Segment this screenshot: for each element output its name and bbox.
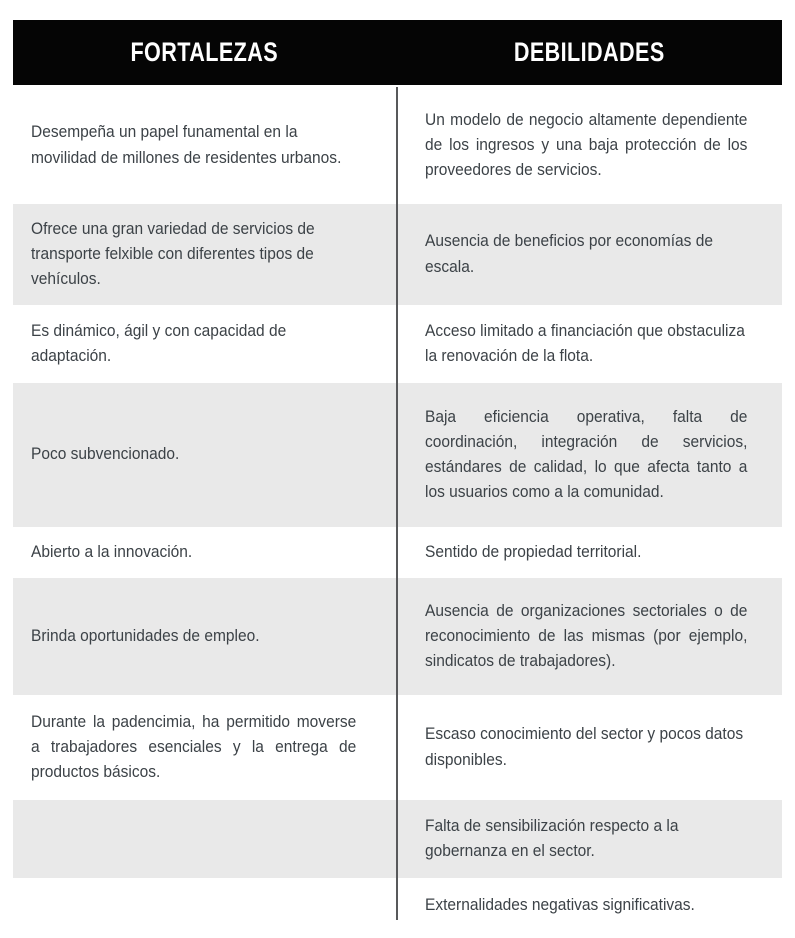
cell-text: Externalidades negativas significativas. <box>425 896 695 915</box>
table-cell-weakness-5 <box>400 527 782 578</box>
cell-text: Ofrece una gran variedad de servicios de transporte felxible con diferentes tipos de vehículos. <box>31 219 315 289</box>
table-cell-strength-2 <box>13 204 393 305</box>
cell-text: Acceso limitado a financiación que obstaculiza la renovación de la flota. <box>425 321 745 365</box>
table-cell-weakness-8 <box>400 800 782 878</box>
header-label-fortalezas: FORTALEZAS <box>130 37 279 67</box>
table-cell-strength-4 <box>13 383 393 527</box>
cell-text: Poco subvencionado. <box>31 445 180 464</box>
table-cell-weakness-7 <box>400 695 782 800</box>
table-cell-strength-8 <box>13 800 393 878</box>
table-cell-weakness-1 <box>400 87 782 204</box>
cell-text: Falta de sensibilización respecto a la gobernanza en el sector. <box>425 816 679 860</box>
cell-text: Ausencia de beneficios por economías de escala. <box>425 232 713 276</box>
table-cell-weakness-6 <box>400 578 782 695</box>
table-header-bar <box>13 20 782 85</box>
table-cell-weakness-9 <box>400 878 782 934</box>
table-cell-strength-1 <box>13 87 393 204</box>
cell-text: Desempeña un papel funamental en la movilidad de millones de residentes urbanos. <box>31 123 342 167</box>
table-cell-strength-6 <box>13 578 393 695</box>
table-cell-strength-5 <box>13 527 393 578</box>
header-cell-fortalezas <box>13 20 396 85</box>
cell-text: Sentido de propiedad territorial. <box>425 542 642 561</box>
table-cell-strength-9 <box>13 878 393 934</box>
cell-text: Brinda oportunidades de empleo. <box>31 626 260 645</box>
cell-text: Es dinámico, ágil y con capacidad de adaptación. <box>31 321 287 365</box>
header-cell-debilidades <box>396 20 782 85</box>
cell-text: Ausencia de organizaciones sectoriales o de reconocimiento de las mismas (por ejemplo, sindicatos de trabajadores). <box>425 601 748 671</box>
table-cell-strength-3 <box>13 305 393 383</box>
table-cell-weakness-2 <box>400 204 782 305</box>
cell-text: Durante la padencimia, ha permitido moverse a trabajadores esenciales y la entrega de productos básicos. <box>31 712 357 782</box>
cell-text: Un modelo de negocio altamente dependiente de los ingresos y una baja protección de los proveedores de servicios. <box>425 110 748 180</box>
cell-text: Escaso conocimiento del sector y pocos datos disponibles. <box>425 725 744 769</box>
header-label-debilidades: DEBILIDADES <box>513 37 665 67</box>
table-cell-strength-7 <box>13 695 393 800</box>
table-cell-weakness-3 <box>400 305 782 383</box>
cell-text: Abierto a la innovación. <box>31 542 193 561</box>
column-divider <box>396 87 398 920</box>
cell-text: Baja eficiencia operativa, falta de coordinación, integración de servicios, estándares de calidad, lo que afecta tanto a los usuarios como a la comunidad. <box>425 407 748 502</box>
table-cell-weakness-4 <box>400 383 782 527</box>
